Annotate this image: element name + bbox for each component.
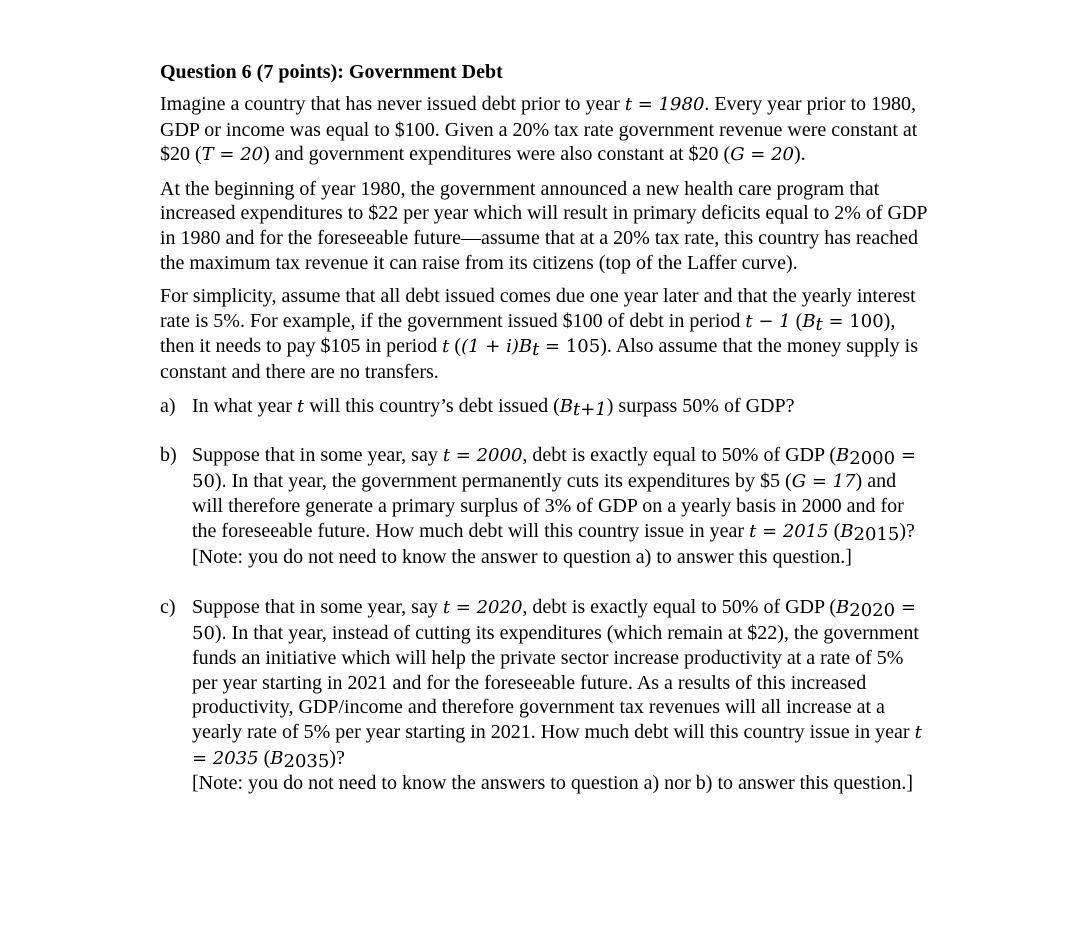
question-title: Question 6 (7 points): Government Debt: [160, 61, 503, 83]
question-b: [160, 443, 930, 569]
assumptions-paragraph: For simplicity, assume that all debt issued comes due one year later and that the yearly interest rate is 5%. For example, if the government issued $100 of debt in period t − 1 $(B_t = 100)$, then it needs to pay $105 in period t $((1 + i)B_t = 105)$. Also assume that the money supply is constant and there are no transfers.: [160, 285, 918, 383]
question-b-label: b): [160, 444, 177, 467]
question-a-label: a): [160, 394, 176, 417]
question-a-text: In what year t will this country’s debt issued $(B_{t+1})$ surpass 50% of GDP?: [192, 394, 795, 420]
question-c-label: c): [160, 596, 176, 619]
intro-paragraph: Imagine a country that has never issued debt prior to year t = 1980. Every year prior to 1980, GDP or income was equal to $100. Given a 20% tax rate government revenue were constant at $20 (T = 20) and government expenditures were also constant at $20 (G = 20).: [160, 93, 918, 166]
question-b-text: Suppose that in some year, say t = 2000, debt is exactly equal to 50% of GDP $(B_{2000} = 50)$. In that year, the government permanently cuts its expenditures by $5 (G = 17) and will therefore generate a primary surplus of 3% of GDP on a yearly basis in 2000 and for the foreseeable future. How much debt will this country issue in year t = 2015 $(B_{2015})$? [Note: you do not need to know the answer to question a) to answer this question.]: [192, 443, 930, 569]
question-b-note: [Note: you do not need to know the answer to question a) to answer this question.]: [192, 545, 852, 568]
question-c-text: Suppose that in some year, say t = 2020, debt is exactly equal to 50% of GDP $(B_{2020} = 50)$. In that year, instead of cutting its expenditures (which remain at $22), the government funds an initiative which will help the private sector increase productivity at a rate of 5% per year starting in 2021 and for the foreseeable future. As a results of this increased productivity, GDP/income and therefore government tax revenues will all increase at a yearly rate of 5% per year starting in 2021. How much debt will this country issue in year t = 2035 $(B_{2035})$? [Note: you do not need to know the answers to question a) nor b) to answer this question.]: [192, 595, 930, 796]
question-a: [160, 394, 930, 420]
question-c: [160, 595, 930, 796]
question-document: [160, 58, 930, 796]
health-program-paragraph: At the beginning of year 1980, the government announced a new health care program that increased expenditures to $22 per year which will result in primary deficits equal to 2% of GDP in 1980 and for the foreseeable future—assume that at a 20% tax rate, this country has reached the maximum tax revenue it can raise from its citizens (top of the Laffer curve).: [160, 177, 927, 274]
question-c-note: [Note: you do not need to know the answers to question a) nor b) to answer this question.]: [192, 772, 913, 795]
